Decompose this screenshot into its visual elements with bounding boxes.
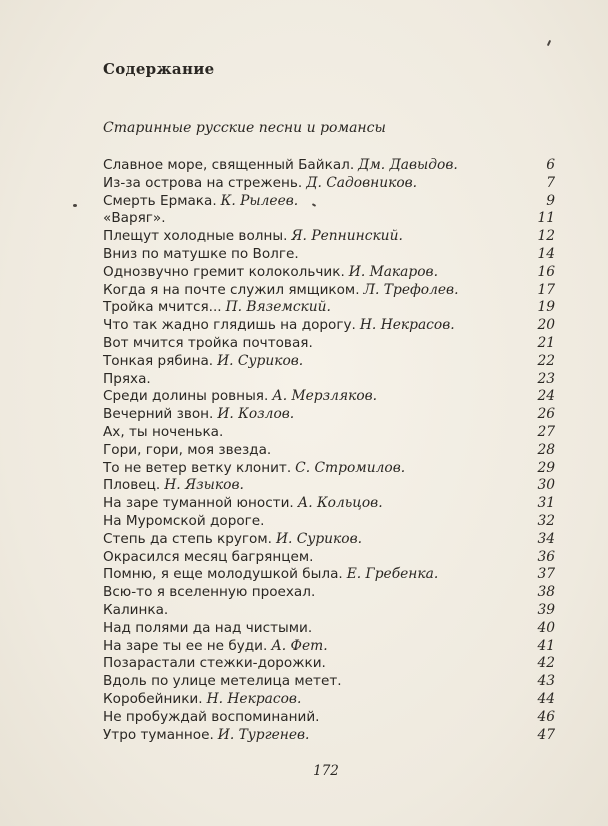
entry-page-number: 37 <box>537 566 555 583</box>
entry-title: Из-за острова на стрежень. <box>103 174 303 191</box>
entry-title: Степь да степь кругом. <box>103 530 272 547</box>
toc-entry <box>103 691 555 709</box>
entry-title: Вот мчится тройка почтовая. <box>103 334 313 351</box>
entry-author: Я. Репнинский. <box>291 228 403 245</box>
entry-page-number: 24 <box>537 388 555 405</box>
entry-author: А. Кольцов. <box>297 495 383 512</box>
entry-page-number: 34 <box>537 530 555 547</box>
toc-entry <box>103 317 555 335</box>
entry-title: Что так жадно глядишь на дорогу. <box>103 317 356 334</box>
entry-page-number: 17 <box>537 281 555 298</box>
entry-title: «Варяг». <box>103 210 166 227</box>
entry-title: Коробейники. <box>103 690 203 707</box>
entry-author: И. Тургенев. <box>217 726 310 743</box>
entry-title: На заре ты ее не буди. <box>103 637 268 654</box>
entry-title: Позарастали стежки-дорожки. <box>103 655 326 672</box>
entry-title: Вечерний звон. <box>103 406 214 423</box>
entry-page-number: 29 <box>537 459 555 476</box>
toc-entry <box>103 246 555 264</box>
section-title: Старинные русские песни и романсы <box>103 120 386 136</box>
table-of-contents <box>103 157 555 744</box>
entry-author: П. Вяземский. <box>225 299 331 316</box>
entry-title: Плещут холодные волны. <box>103 228 288 245</box>
toc-entry <box>103 495 555 513</box>
toc-entry <box>103 655 555 673</box>
entry-page-number: 26 <box>537 406 555 423</box>
entry-title: Вдоль по улице метелица метет. <box>103 673 342 690</box>
entry-page-number: 7 <box>546 174 555 191</box>
entry-page-number: 11 <box>537 210 555 227</box>
toc-entry <box>103 460 555 478</box>
entry-title: Тройка мчится... <box>103 299 222 316</box>
entry-title: Вниз по матушке по Волге. <box>103 245 299 262</box>
entry-title: Пловец. <box>103 477 161 494</box>
entry-author: К. Рылеев. <box>220 192 299 209</box>
page-number: 172 <box>313 763 339 779</box>
entry-page-number: 43 <box>537 673 555 690</box>
toc-entry <box>103 620 555 638</box>
entry-page-number: 16 <box>537 263 555 280</box>
entry-page-number: 40 <box>537 619 555 636</box>
toc-entry <box>103 477 555 495</box>
entry-author: И. Суриков. <box>275 530 362 547</box>
entry-title: Над полями да над чистыми. <box>103 619 313 636</box>
toc-entry <box>103 282 555 300</box>
entry-page-number: 36 <box>537 548 555 565</box>
entry-author: С. Стромилов. <box>295 459 406 476</box>
toc-entry <box>103 513 555 531</box>
toc-entry <box>103 727 555 745</box>
entry-page-number: 21 <box>537 334 555 351</box>
entry-page-number: 22 <box>537 352 555 369</box>
toc-entry <box>103 353 555 371</box>
entry-title: Пряха. <box>103 370 151 387</box>
entry-title: Ах, ты ноченька. <box>103 423 224 440</box>
toc-entry <box>103 602 555 620</box>
toc-entry <box>103 584 555 602</box>
toc-entry <box>103 673 555 691</box>
entry-page-number: 28 <box>537 441 555 458</box>
entry-page-number: 46 <box>537 708 555 725</box>
entry-page-number: 9 <box>546 192 555 209</box>
entry-page-number: 30 <box>537 477 555 494</box>
entry-title: Утро туманное. <box>103 726 214 743</box>
toc-entry <box>103 193 555 211</box>
toc-entry <box>103 335 555 353</box>
entry-title: Смерть Ермака. <box>103 192 217 209</box>
entry-title: На заре туманной юности. <box>103 495 294 512</box>
entry-page-number: 39 <box>537 601 555 618</box>
entry-title: Славное море, священный Байкал. <box>103 157 355 173</box>
toc-entry <box>103 228 555 246</box>
entry-author: А. Фет. <box>271 637 328 654</box>
entry-author: Дм. Давыдов. <box>358 157 458 173</box>
toc-entry <box>103 264 555 282</box>
toc-entry <box>103 638 555 656</box>
toc-entry <box>103 157 555 175</box>
ink-speck <box>547 40 551 46</box>
entry-page-number: 27 <box>537 423 555 440</box>
entry-page-number: 20 <box>537 317 555 334</box>
entry-page-number: 6 <box>546 157 555 173</box>
entry-title: Однозвучно гремит колокольчик. <box>103 263 345 280</box>
entry-author: А. Мерзляков. <box>272 388 378 405</box>
entry-title: Когда я на почте служил ямщиком. <box>103 281 360 298</box>
entry-page-number: 14 <box>537 245 555 262</box>
entry-author: Д. Садовников. <box>306 174 418 191</box>
toc-entry <box>103 566 555 584</box>
toc-entry <box>103 210 555 228</box>
entry-title: Всю-то я вселенную проехал. <box>103 584 316 601</box>
entry-page-number: 32 <box>537 512 555 529</box>
entry-author: И. Макаров. <box>348 263 438 280</box>
entry-page-number: 12 <box>537 228 555 245</box>
entry-page-number: 23 <box>537 370 555 387</box>
toc-entry <box>103 371 555 389</box>
entry-author: Н. Языков. <box>164 477 244 494</box>
entry-title: Калинка. <box>103 601 169 618</box>
toc-entry <box>103 299 555 317</box>
toc-entry <box>103 424 555 442</box>
entry-title: Не пробуждай воспоминаний. <box>103 708 320 725</box>
ink-speck <box>73 204 77 207</box>
entry-author: И. Суриков. <box>217 352 304 369</box>
entry-page-number: 44 <box>537 690 555 707</box>
entry-title: Гори, гори, моя звезда. <box>103 441 272 458</box>
entry-title: На Муромской дороге. <box>103 512 265 529</box>
entry-title: Среди долины ровныя. <box>103 388 269 405</box>
entry-author: И. Козлов. <box>217 406 295 423</box>
entry-page-number: 19 <box>537 299 555 316</box>
entry-author: Н. Некрасов. <box>359 317 455 334</box>
entry-author: Н. Некрасов. <box>206 690 302 707</box>
entry-page-number: 47 <box>537 726 555 743</box>
entry-page-number: 42 <box>537 655 555 672</box>
entry-title: То не ветер ветку клонит. <box>103 459 292 476</box>
toc-entry <box>103 531 555 549</box>
toc-entry <box>103 549 555 567</box>
toc-entry <box>103 388 555 406</box>
entry-title: Окрасился месяц багрянцем. <box>103 548 314 565</box>
toc-entry <box>103 406 555 424</box>
contents-heading: Содержание <box>103 60 215 78</box>
entry-author: Л. Трефолев. <box>363 281 459 298</box>
entry-page-number: 38 <box>537 584 555 601</box>
toc-entry <box>103 175 555 193</box>
toc-entry <box>103 442 555 460</box>
entry-author: Е. Гребенка. <box>346 566 439 583</box>
entry-title: Тонкая рябина. <box>103 352 214 369</box>
entry-page-number: 31 <box>537 495 555 512</box>
toc-entry <box>103 709 555 727</box>
entry-page-number: 41 <box>537 637 555 654</box>
entry-title: Помню, я еще молодушкой была. <box>103 566 343 583</box>
